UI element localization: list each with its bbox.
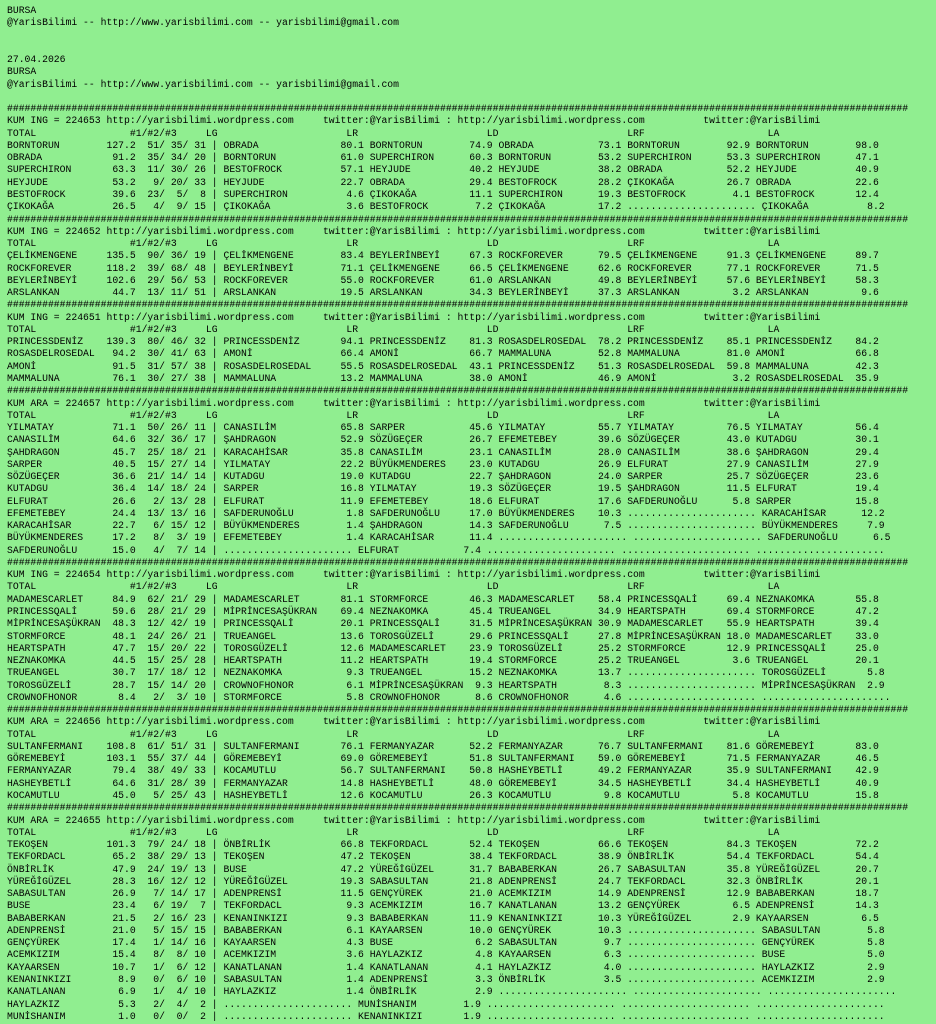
text-line: MADAMESCARLET 84.9 62/ 21/ 29 | MADAMESCARLET 81.1 STORMFORCE 46.3 MADAMESCARLET 58.4 PRINCESSQALİ 69.4 NEZNAKOMKA 55.8 <box>7 593 879 605</box>
text-line: EFEMETEBEY 24.4 13/ 13/ 16 | SAFDERUNOĞLU 1.8 SAFDERUNOĞLU 17.0 BÜYÜKMENDERES 10.3 ...................... KARACAHİSAR 12.2 <box>7 507 885 519</box>
text-line <box>7 30 936 42</box>
text-line: TOTAL #1/#2/#3 LG LR LD LRF LA <box>7 826 780 838</box>
text-line: TEKOŞEN 101.3 79/ 24/ 18 | ÖNBİRLİK 66.8 TEKFORDACL 52.4 TEKOŞEN 66.6 TEKOŞEN 84.3 TEKOŞEN 72.2 <box>7 839 879 851</box>
text-line: TOTAL #1/#2/#3 LG LR LD LRF LA <box>7 581 780 593</box>
text-line: KUM ING = 224654 http://yarisbilimi.wordpress.com twitter:@YarisBilimi : http://yarisbilimi.wordpress.com twitter:@YarisBilimi <box>7 569 821 581</box>
text-line: BESTOFROCK 39.6 23/ 5/ 8 | SUPERCHIRON 4.6 ÇIKOKAĞA 11.1 SUPERCHIRON 19.3 BESTOFROCK 4.1 BESTOFROCK 12.4 <box>7 188 879 200</box>
text-line: KOCAMUTLU 45.0 5/ 25/ 43 | HASHEYBETLİ 12.6 KOCAMUTLU 26.3 KOCAMUTLU 9.8 KOCAMUTLU 5.8 KOCAMUTLU 15.8 <box>7 790 879 801</box>
text-line: SULTANFERMANI 108.8 61/ 51/ 31 | SULTANFERMANI 76.1 FERMANYAZAR 52.2 FERMANYAZAR 76.7 SULTANFERMANI 81.6 GÖREMEBEYİ 83.0 <box>7 740 879 752</box>
text-line: @YarisBilimi -- http://www.yarisbilimi.com -- yarisbilimi@gmail.com <box>7 78 400 90</box>
text-line: BABABERKAN 21.5 2/ 16/ 23 | KENANINKIZI 9.3 BABABERKAN 11.9 KENANINKIZI 10.3 YÜREĞİGÜZEL 2.9 KAYAARSEN 6.5 <box>7 912 879 924</box>
text-line: TRUEANGEL 30.7 17/ 18/ 12 | NEZNAKOMKA 9.3 TRUEANGEL 15.2 NEZNAKOMKA 13.7 ...................... TOROSGÜZELİ 5.8 <box>7 667 885 679</box>
text-line: ROCKFOREVER 118.2 39/ 68/ 48 | BEYLERİNBEYİ 71.1 ÇELİKMENGENE 66.5 ÇELİKMENGENE 62.6 ROCKFOREVER 77.1 ROCKFOREVER 71.5 <box>7 262 879 274</box>
text-line: 27.04.2026 <box>7 54 66 66</box>
text-line: ÇELİKMENGENE 135.5 90/ 36/ 19 | ÇELİKMENGENE 83.4 BEYLERİNBEYİ 67.3 ROCKFOREVER 79.5 ÇELİKMENGENE 91.3 ÇELİKMENGENE 89.7 <box>7 250 879 262</box>
text-line: AMONİ 91.5 31/ 57/ 38 | ROSASDELROSEDAL 55.5 ROSASDELROSEDAL 43.1 PRINCESSDENİZ 51.3 ROSASDELROSEDAL 59.8 MAMMALUNA 42.3 <box>7 360 879 372</box>
text-line: HEYJUDE 53.2 9/ 20/ 33 | HEYJUDE 22.7 OBRADA 29.4 BESTOFROCK 28.2 ÇIKOKAĞA 26.7 OBRADA 22.6 <box>7 176 879 188</box>
text-line: OBRADA 91.2 35/ 34/ 20 | BORNTORUN 61.0 SUPERCHIRON 60.3 BORNTORUN 53.2 SUPERCHIRON 53.3 SUPERCHIRON 47.1 <box>7 152 879 164</box>
text-line: ŞAHDRAGON 45.7 25/ 18/ 21 | KARACAHİSAR 35.8 CANASILİM 23.1 CANASILİM 28.0 CANASILİM 38.6 ŞAHDRAGON 29.4 <box>7 446 879 458</box>
text-line: BÜYÜKMENDERES 17.2 8/ 3/ 19 | EFEMETEBEY 1.4 KARACAHİSAR 11.4 ...................... ...................... SAFDERUNOĞLU 6.5 <box>7 532 891 544</box>
text-line: YILMATAY 71.1 50/ 26/ 11 | CANASILİM 65.8 SARPER 45.6 YILMATAY 55.7 YILMATAY 76.5 YILMATAY 56.4 <box>7 422 879 434</box>
text-line: NEZNAKOMKA 44.5 15/ 25/ 28 | HEARTSPATH 11.2 HEARTSPATH 19.4 STORMFORCE 25.2 TRUEANGEL 3.6 TRUEANGEL 20.1 <box>7 655 879 667</box>
text-line: @YarisBilimi -- http://www.yarisbilimi.com -- yarisbilimi@gmail.com <box>7 17 400 29</box>
text-line: TOTAL #1/#2/#3 LG LR LD LRF LA <box>7 728 780 740</box>
text-line: TOTAL #1/#2/#3 LG LR LD LRF LA <box>7 409 780 421</box>
text-line: ACEMKIZIM 15.4 8/ 8/ 10 | ACEMKIZIM 3.6 HAYLAZKIZ 4.8 KAYAARSEN 6.3 ...................... BUSE 5.0 <box>7 949 885 961</box>
text-line: GENÇYÜREK 17.4 1/ 14/ 16 | KAYAARSEN 4.3 BUSE 6.2 SABASULTAN 9.7 ...................... GENÇYÜREK 5.8 <box>7 937 885 949</box>
text-line: KENANINKIZI 8.9 0/ 6/ 10 | SABASULTAN 1.4 ADENPRENSİ 3.3 ÖNBİRLİK 3.5 ...................... ACEMKIZIM 2.9 <box>7 973 885 985</box>
text-line: KUM ARA = 224657 http://yarisbilimi.wordpress.com twitter:@YarisBilimi : http://yarisbilimi.wordpress.com twitter:@YarisBilimi <box>7 397 821 409</box>
text-line: KANATLANAN 6.9 1/ 4/ 10 | HAYLAZKIZ 1.4 ÖNBİRLİK 2.9 ...................... ...................... ...................... <box>7 986 897 998</box>
separator-line: ########################################################################################################################################################## <box>7 802 909 814</box>
text-line: CANASILİM 64.6 32/ 36/ 17 | ŞAHDRAGON 52.9 SÖZÜGEÇER 26.7 EFEMETEBEY 39.6 SÖZÜGEÇER 43.0 KUTADGU 30.1 <box>7 434 879 446</box>
text-line: KUM ING = 224652 http://yarisbilimi.wordpress.com twitter:@YarisBilimi : http://yarisbilimi.wordpress.com twitter:@YarisBilimi <box>7 225 821 237</box>
separator-line: ########################################################################################################################################################## <box>7 704 909 716</box>
text-line: BEYLERİNBEYİ 102.6 29/ 56/ 53 | ROCKFOREVER 55.0 ROCKFOREVER 61.0 ARSLANKAN 49.8 BEYLERİNBEYİ 57.6 BEYLERİNBEYİ 58.3 <box>7 274 879 286</box>
text-line: PRINCESSQALİ 59.6 28/ 21/ 29 | MİPRİNCESAŞÜKRAN 69.4 NEZNAKOMKA 45.4 TRUEANGEL 34.9 HEARTSPATH 69.4 STORMFORCE 47.2 <box>7 606 879 618</box>
text-line: HEARTSPATH 47.7 15/ 20/ 22 | TOROSGÜZELİ 12.6 MADAMESCARLET 23.9 TOROSGÜZELİ 25.2 STORMFORCE 12.9 PRINCESSQALİ 25.0 <box>7 642 879 654</box>
text-line: BURSA <box>7 66 37 78</box>
text-line: SÖZÜGEÇER 36.6 21/ 14/ 14 | KUTADGU 19.0 KUTADGU 22.7 ŞAHDRAGON 24.0 SARPER 25.7 SÖZÜGEÇER 23.6 <box>7 471 879 483</box>
text-line: PRINCESSDENİZ 139.3 80/ 46/ 32 | PRINCESSDENİZ 94.1 PRINCESSDENİZ 81.3 ROSASDELROSEDAL 78.2 PRINCESSDENİZ 85.1 PRINCESSDENİZ 84.2 <box>7 336 879 348</box>
text-line: MUNİSHANIM 1.0 0/ 0/ 2 | ...................... KENANINKIZI 1.9 ...................... ...................... ...................... <box>7 1010 885 1022</box>
text-line: TOROSGÜZELİ 28.7 15/ 14/ 20 | CROWNOFHONOR 6.1 MİPRİNCESAŞÜKRAN 9.3 HEARTSPATH 8.3 ...................... MİPRİNCESAŞÜKRAN 2.9 <box>7 679 885 691</box>
text-line <box>7 42 936 54</box>
text-line: SABASULTAN 26.9 7/ 14/ 17 | ADENPRENSİ 11.5 GENÇYÜREK 21.0 ACEMKIZIM 14.9 ADENPRENSİ 12.9 BABABERKAN 18.7 <box>7 888 879 900</box>
text-line: TOTAL #1/#2/#3 LG LR LD LRF LA <box>7 323 780 335</box>
separator-line: ########################################################################################################################################################## <box>7 556 909 568</box>
text-line: STORMFORCE 48.1 24/ 26/ 21 | TRUEANGEL 13.6 TOROSGÜZELİ 29.6 PRINCESSQALİ 27.8 MİPRİNCESAŞÜKRAN 18.0 MADAMESCARLET 33.0 <box>7 630 879 642</box>
text-line: HASHEYBETLİ 64.6 31/ 28/ 39 | FERMANYAZAR 14.8 HASHEYBETLİ 48.0 GÖREMEBEYİ 34.5 HASHEYBETLİ 34.4 HASHEYBETLİ 40.9 <box>7 777 879 789</box>
text-line: HAYLAZKIZ 5.3 2/ 4/ 2 | ...................... MUNİSHANIM 1.9 ...................... ...................... ...................... <box>7 998 885 1010</box>
separator-line: ########################################################################################################################################################## <box>7 213 909 225</box>
text-line: KUTADGU 36.4 14/ 18/ 24 | SARPER 16.8 YILMATAY 19.3 SÖZÜGEÇER 19.5 ŞAHDRAGON 11.5 ELFURAT 19.4 <box>7 483 879 495</box>
text-line: ROSASDELROSEDAL 94.2 30/ 41/ 63 | AMONİ 66.4 AMONİ 66.7 MAMMALUNA 52.8 MAMMALUNA 81.0 AMONİ 66.8 <box>7 348 879 360</box>
text-line: SARPER 40.5 15/ 27/ 14 | YILMATAY 22.2 BÜYÜKMENDERES 23.0 KUTADGU 26.9 ELFURAT 27.9 CANASILİM 27.9 <box>7 458 879 470</box>
text-line: CROWNOFHONOR 8.4 2/ 3/ 10 | STORMFORCE 5.8 CROWNOFHONOR 8.6 CROWNOFHONOR 4.6 ...................... ...................... <box>7 691 891 703</box>
separator-line: ########################################################################################################################################################## <box>7 385 909 397</box>
text-line: TEKFORDACL 65.2 38/ 29/ 13 | TEKOŞEN 47.2 TEKOŞEN 38.4 TEKFORDACL 38.9 ÖNBİRLİK 54.4 TEKFORDACL 54.4 <box>7 851 879 863</box>
text-line: FERMANYAZAR 79.4 38/ 49/ 33 | KOCAMUTLU 56.7 SULTANFERMANI 50.8 HASHEYBETLİ 49.2 FERMANYAZAR 35.9 SULTANFERMANI 42.9 <box>7 765 879 777</box>
text-line: ADENPRENSİ 21.0 5/ 15/ 15 | BABABERKAN 6.1 KAYAARSEN 10.0 GENÇYÜREK 10.3 ...................... SABASULTAN 5.8 <box>7 924 885 936</box>
text-line: KUM ING = 224651 http://yarisbilimi.wordpress.com twitter:@YarisBilimi : http://yarisbilimi.wordpress.com twitter:@YarisBilimi <box>7 311 821 323</box>
text-line: MİPRİNCESAŞÜKRAN 48.3 12/ 42/ 19 | PRINCESSQALİ 20.1 PRINCESSQALİ 31.5 MİPRİNCESAŞÜKRAN 30.9 MADAMESCARLET 55.9 HEARTSPATH 39.4 <box>7 618 879 630</box>
text-line: YÜREĞİGÜZEL 28.3 16/ 12/ 12 | YÜREĞİGÜZEL 19.3 SABASULTAN 21.8 ADENPRENSİ 24.7 TEKFORDACL 32.3 ÖNBİRLİK 20.1 <box>7 875 879 887</box>
text-line: KARACAHİSAR 22.7 6/ 15/ 12 | BÜYÜKMENDERES 1.4 ŞAHDRAGON 14.3 SAFDERUNOĞLU 7.5 ...................... BÜYÜKMENDERES 7.9 <box>7 520 885 532</box>
text-line: SUPERCHIRON 63.3 11/ 30/ 26 | BESTOFROCK 57.1 HEYJUDE 40.2 HEYJUDE 38.2 OBRADA 52.2 HEYJUDE 40.9 <box>7 164 879 176</box>
text-line: SAFDERUNOĞLU 15.0 4/ 7/ 14 | ...................... ELFURAT 7.4 ...................... ...................... ...................... <box>7 544 885 556</box>
separator-line: ########################################################################################################################################################## <box>7 299 909 311</box>
text-line: KUM ARA = 224655 http://yarisbilimi.wordpress.com twitter:@YarisBilimi : http://yarisbilimi.wordpress.com twitter:@YarisBilimi <box>7 814 821 826</box>
text-line: BORNTORUN 127.2 51/ 35/ 31 | OBRADA 80.1 BORNTORUN 74.9 OBRADA 73.1 BORNTORUN 92.9 BORNTORUN 98.0 <box>7 139 879 151</box>
text-line: KAYAARSEN 10.7 1/ 6/ 12 | KANATLANAN 1.4 KANATLANAN 4.1 HAYLAZKIZ 4.0 ...................... HAYLAZKIZ 2.9 <box>7 961 885 973</box>
separator-line: ########################################################################################################################################################## <box>7 103 909 115</box>
text-line: GÖREMEBEYİ 103.1 55/ 37/ 44 | GÖREMEBEYİ 69.0 GÖREMEBEYİ 51.8 SULTANFERMANI 59.0 GÖREMEBEYİ 71.5 FERMANYAZAR 46.5 <box>7 753 879 765</box>
text-line: ELFURAT 26.6 2/ 13/ 28 | ELFURAT 11.9 EFEMETEBEY 18.6 ELFURAT 17.6 SAFDERUNOĞLU 5.8 SARPER 15.8 <box>7 495 879 507</box>
text-line: TOTAL #1/#2/#3 LG LR LD LRF LA <box>7 127 780 139</box>
text-line: BUSE 23.4 6/ 19/ 7 | TEKFORDACL 9.3 ACEMKIZIM 16.7 KANATLANAN 13.2 GENÇYÜREK 6.5 ADENPRENSİ 14.3 <box>7 900 879 912</box>
text-line: KUM ING = 224653 http://yarisbilimi.wordpress.com twitter:@YarisBilimi : http://yarisbilimi.wordpress.com twitter:@YarisBilimi <box>7 115 821 127</box>
text-line: BURSA <box>7 5 37 16</box>
text-line: TOTAL #1/#2/#3 LG LR LD LRF LA <box>7 238 780 250</box>
text-line: MAMMALUNA 76.1 30/ 27/ 38 | MAMMALUNA 13.2 MAMMALUNA 38.0 AMONİ 46.9 AMONİ 3.2 ROSASDELROSEDAL 35.9 <box>7 372 879 384</box>
text-line: KUM ARA = 224656 http://yarisbilimi.wordpress.com twitter:@YarisBilimi : http://yarisbilimi.wordpress.com twitter:@YarisBilimi <box>7 716 821 728</box>
text-line <box>7 91 936 103</box>
text-line: ÖNBİRLİK 47.9 24/ 19/ 13 | BUSE 47.2 YÜREĞİGÜZEL 31.7 BABABERKAN 26.7 SABASULTAN 35.8 YÜREĞİGÜZEL 20.7 <box>7 863 879 875</box>
text-line: ÇIKOKAĞA 26.5 4/ 9/ 15 | ÇIKOKAĞA 3.6 BESTOFROCK 7.2 ÇIKOKAĞA 17.2 ...................... ÇIKOKAĞA 8.2 <box>7 201 885 213</box>
text-line: ARSLANKAN 44.7 13/ 11/ 51 | ARSLANKAN 19.5 ARSLANKAN 34.3 BEYLERİNBEYİ 37.3 ARSLANKAN 3.2 ARSLANKAN 9.6 <box>7 287 879 299</box>
